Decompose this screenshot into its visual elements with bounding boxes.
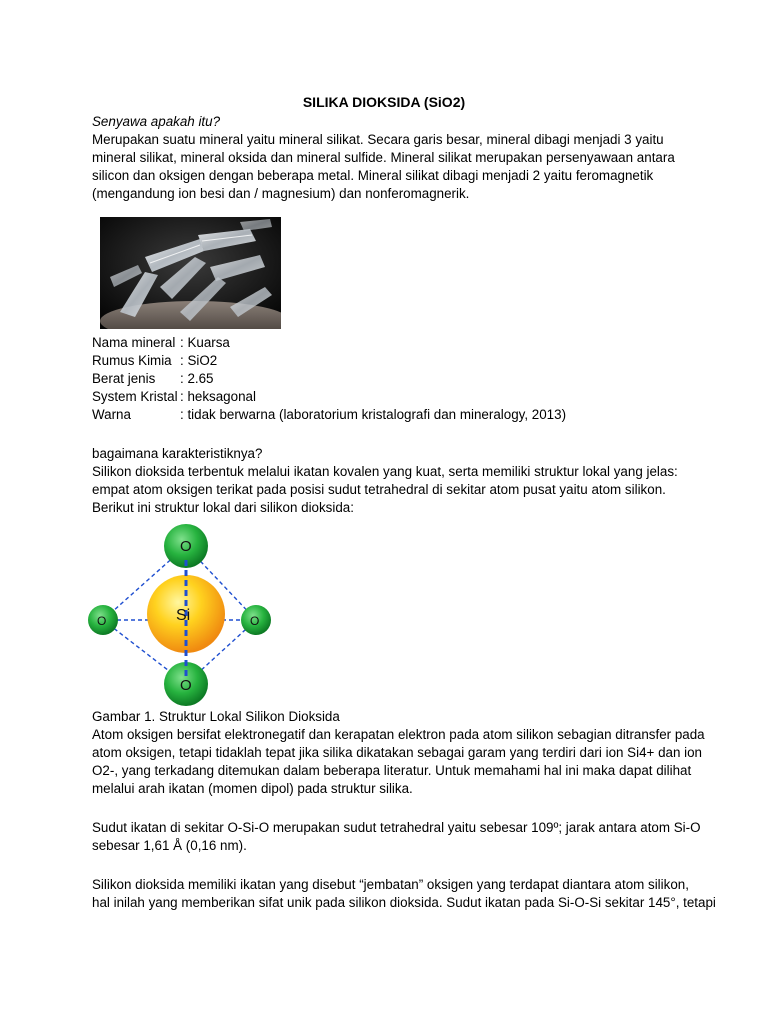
intro-line: mineral silikat, mineral oksida dan mineral sulfide. Mineral silikat merupakan persenyawaan antara — [92, 150, 675, 165]
property-value: : Kuarsa — [180, 335, 230, 350]
paragraph-line: Sudut ikatan di sekitar O-Si-O merupakan sudut tetrahedral yaitu sebesar 109º; jarak antara atom Si-O — [92, 820, 701, 835]
intro-section — [92, 113, 692, 203]
oxygen-label-left: O — [97, 614, 107, 628]
quartz-crystal-photo — [100, 217, 281, 329]
property-label: Berat jenis — [92, 371, 156, 386]
figure-caption: Gambar 1. Struktur Lokal Silikon Dioksida — [92, 709, 340, 724]
discussion-section — [92, 708, 705, 798]
characteristics-heading: bagaimana karakteristiknya? — [92, 446, 263, 461]
characteristics-line: Silikon dioksida terbentuk melalui ikatan kovalen yang kuat, serta memiliki struktur lokal yang jelas: — [92, 464, 678, 479]
intro-line: (mengandung ion besi dan / magnesium) dan nonferomagnerik. — [92, 186, 470, 201]
oxygen-label-bottom: O — [180, 677, 192, 694]
intro-line: Merupakan suatu mineral yaitu mineral silikat. Secara garis besar, mineral dibagi menjadi 3 yaitu — [92, 132, 664, 147]
property-value: : heksagonal — [180, 389, 256, 404]
characteristics-line: empat atom oksigen terikat pada posisi sudut tetrahedral di sekitar atom pusat yaitu atom silikon. — [92, 482, 666, 497]
intro-heading: Senyawa apakah itu? — [92, 114, 221, 129]
property-label: Nama mineral — [92, 335, 176, 350]
oxygen-label-right: O — [250, 614, 260, 628]
paragraph-line: O2-, yang terkadang ditemukan dalam beberapa literatur. Untuk memahami hal ini maka dapat dilihat — [92, 763, 692, 778]
sio4-structure-diagram — [88, 524, 278, 708]
paragraph-line: hal inilah yang memberikan sifat unik pada silikon dioksida. Sudut ikatan pada Si-O-Si sekitar 145°, tetapi — [92, 895, 716, 910]
paragraph-line: sebesar 1,61 Å (0,16 nm). — [92, 838, 247, 853]
property-value: : SiO2 — [180, 353, 218, 368]
document-title: SILIKA DIOKSIDA (SiO2) — [302, 94, 466, 110]
paragraph-line: Silikon dioksida memiliki ikatan yang disebut “jembatan” oksigen yang terdapat diantara atom silikon, — [92, 877, 689, 892]
characteristics-section — [92, 445, 692, 517]
property-label: System Kristal — [92, 389, 178, 404]
property-value: : tidak berwarna (laboratorium kristalografi dan mineralogy, 2013) — [180, 407, 567, 422]
oxygen-label-top: O — [180, 538, 192, 555]
property-label: Warna — [92, 407, 131, 422]
property-label: Rumus Kimia — [92, 353, 172, 368]
oxygen-bridge-paragraph — [92, 876, 716, 912]
bond-angle-paragraph — [92, 819, 701, 855]
paragraph-line: melalui arah ikatan (momen dipol) pada struktur silika. — [92, 781, 413, 796]
paragraph-line: atom oksigen, tetapi tidaklah tepat jika silika dikatakan sebagai garam yang terdiri dari ion Si4+ dan ion — [92, 745, 703, 760]
intro-line: silicon dan oksigen dengan beberapa metal. Mineral silikat dibagi menjadi 2 yaitu feromagnetik — [92, 168, 654, 183]
silicon-label: Si — [176, 607, 191, 624]
property-value: : 2.65 — [180, 371, 214, 386]
paragraph-line: Atom oksigen bersifat elektronegatif dan kerapatan elektron pada atom silikon sebagian ditransfer pada — [92, 727, 705, 742]
characteristics-line: Berikut ini struktur lokal dari silikon dioksida: — [92, 500, 354, 515]
